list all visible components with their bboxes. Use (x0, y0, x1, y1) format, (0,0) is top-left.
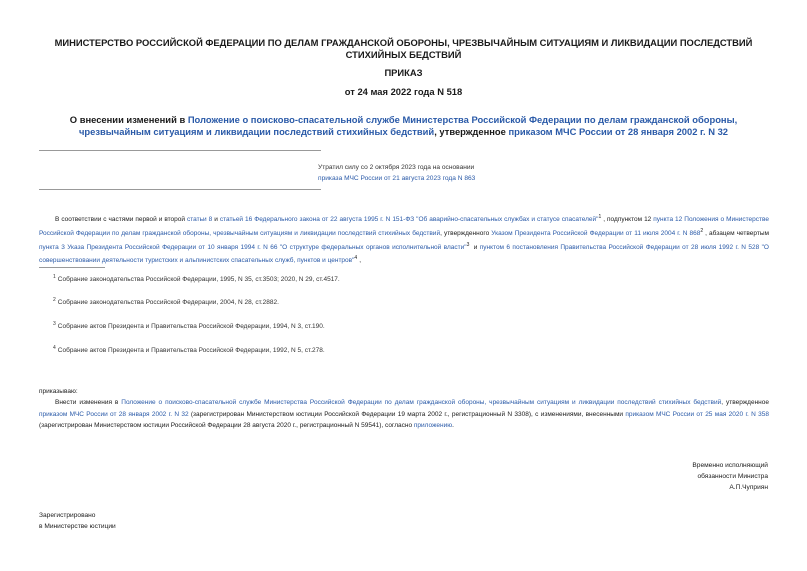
preamble-text: , (359, 257, 361, 265)
order-text: . (452, 422, 454, 430)
signature-block (600, 460, 768, 493)
order-text: , утвержденное (721, 399, 769, 406)
preamble-paragraph (39, 212, 769, 267)
footnote-ref[interactable]: 1 (598, 214, 602, 220)
prikazyvayu: приказываю: (39, 388, 78, 395)
footnote-mark: 3 (53, 321, 56, 327)
preamble-text: и (471, 243, 480, 251)
preamble-text: , подпунктом 12 (603, 216, 654, 224)
order-title: ПРИКАЗ (384, 67, 423, 78)
order-text: (зарегистрирован Министерством юстиции Российской Федерации 19 марта 2002 г., регистрационный N 3308), с изменениями, внесенными (188, 410, 626, 418)
ministry-heading: МИНИСТЕРСТВО РОССИЙСКОЙ ФЕДЕРАЦИИ ПО ДЕЛАМ ГРАЖДАНСКОЙ ОБОРОНЫ, ЧРЕЗВЫЧАЙНЫМ СИТУАЦИЯМ И ЛИКВИДАЦИИ ПОСЛЕДСТВИЙ СТИХИЙНЫХ БЕДСТВИЙ (54, 37, 753, 60)
footnote-divider (39, 267, 105, 268)
preamble-text: , абзацем четвертым (705, 229, 769, 237)
lost-force-link[interactable]: приказа МЧС России от 21 августа 2023 года N 863 (318, 175, 476, 182)
appendix-link[interactable]: приложению (413, 422, 453, 430)
footnote-text: Собрание актов Президента и Правительства Российской Федерации, 1992, N 5, ст.278. (57, 347, 325, 355)
resolution-528-link[interactable]: пунктом 6 постановления Правительства Российской Федерации от 28 июля 1992 г. N 528 "О совершенствовании деятельности туристских и альпинистских спасательных служб, пунктов и центров" (39, 243, 769, 265)
order-subject (40, 114, 767, 138)
signature-line: Временно исполняющий (692, 462, 768, 469)
subject-text: О внесении изменений в (69, 114, 188, 125)
preamble-text: и (212, 216, 220, 224)
footnote-mark: 2 (53, 297, 56, 303)
decree-66-link[interactable]: пункта 3 Указа Президента Российской Федерации от 10 января 1994 г. N 66 "О структуре федеральных органов исполнительной власти" (39, 243, 467, 251)
divider (39, 150, 321, 151)
footnote-ref[interactable]: 2 (700, 227, 704, 234)
footnote-mark: 1 (53, 274, 56, 280)
footnote-item (53, 274, 340, 283)
clause-12-link[interactable]: пункта 12 Положения о Министерстве Российской Федерации по делам гражданской обороны, чрезвычайным ситуациям и ликвидации последствий стихийных бедствий (39, 216, 769, 237)
order-text: (зарегистрирован Министерством юстиции Российской Федерации 28 августа 2020 г., регистрационный N 59541), согласно (39, 422, 414, 430)
lost-force-note (318, 162, 475, 184)
subject-text: , утвержденное (434, 126, 509, 137)
registration-block (39, 510, 116, 532)
footnote-ref[interactable]: 3 (466, 241, 470, 248)
article-16-link[interactable]: статьей 16 Федерального закона от 22 августа 1995 г. N 151-ФЗ "Об аварийно-спасательных службах и статусе спасателей" (219, 216, 599, 224)
preamble-text: , утвержденного (440, 229, 492, 237)
order-text: Внести изменения в (55, 399, 122, 406)
order-32-link[interactable]: приказом МЧС России от 28 января 2002 г. N 32 (39, 410, 189, 418)
footnote-text: Собрание законодательства Российской Федерации, 2004, N 28, ст.2882. (57, 299, 279, 307)
signature-name: А.П.Чуприян (729, 484, 768, 491)
regulation-link[interactable]: Положение о поисково-спасательной службе Министерства Российской Федерации по делам гражданской обороны, чрезвычайным ситуациям и ликвидации последствий стихийных бедствий (121, 399, 722, 406)
preamble-text: В соответствии с частями первой и второй (55, 216, 188, 224)
footnote-item (53, 345, 325, 354)
signature-line: обязанности Министра (697, 473, 768, 480)
footnote-item (53, 321, 325, 330)
order-date: от 24 мая 2022 года N 518 (344, 86, 463, 97)
footnote-ref[interactable]: 4 (354, 255, 358, 262)
footnote-text: Собрание актов Президента и Правительства Российской Федерации, 1994, N 3, ст.190. (57, 323, 325, 331)
footnote-item (53, 297, 279, 306)
registration-line: Зарегистрировано (39, 512, 96, 519)
footnote-mark: 4 (53, 345, 56, 351)
regulation-link[interactable]: Положение о поисково-спасательной службе Министерства Российской Федерации по делам гражданской обороны, чрезвычайным ситуациям и ликвидации последствий стихийных бедствий (78, 114, 738, 137)
order-32-link[interactable]: приказом МЧС России от 28 января 2002 г. N 32 (508, 126, 729, 137)
lost-force-text: Утратил силу со 2 октября 2023 года на основании (318, 164, 475, 171)
order-paragraph (39, 397, 769, 432)
registration-line: в Министерстве юстиции (39, 523, 116, 530)
footnote-text: Собрание законодательства Российской Федерации, 1995, N 35, ст.3503; 2020, N 29, ст.4517. (57, 276, 340, 284)
divider (39, 189, 321, 190)
article-8-link[interactable]: статьи 8 (187, 216, 213, 224)
order-358-link[interactable]: приказом МЧС России от 25 мая 2020 г. N 358 (625, 410, 770, 418)
decree-868-link[interactable]: Указом Президента Российской Федерации от 11 июля 2004 г. N 868 (491, 229, 701, 237)
